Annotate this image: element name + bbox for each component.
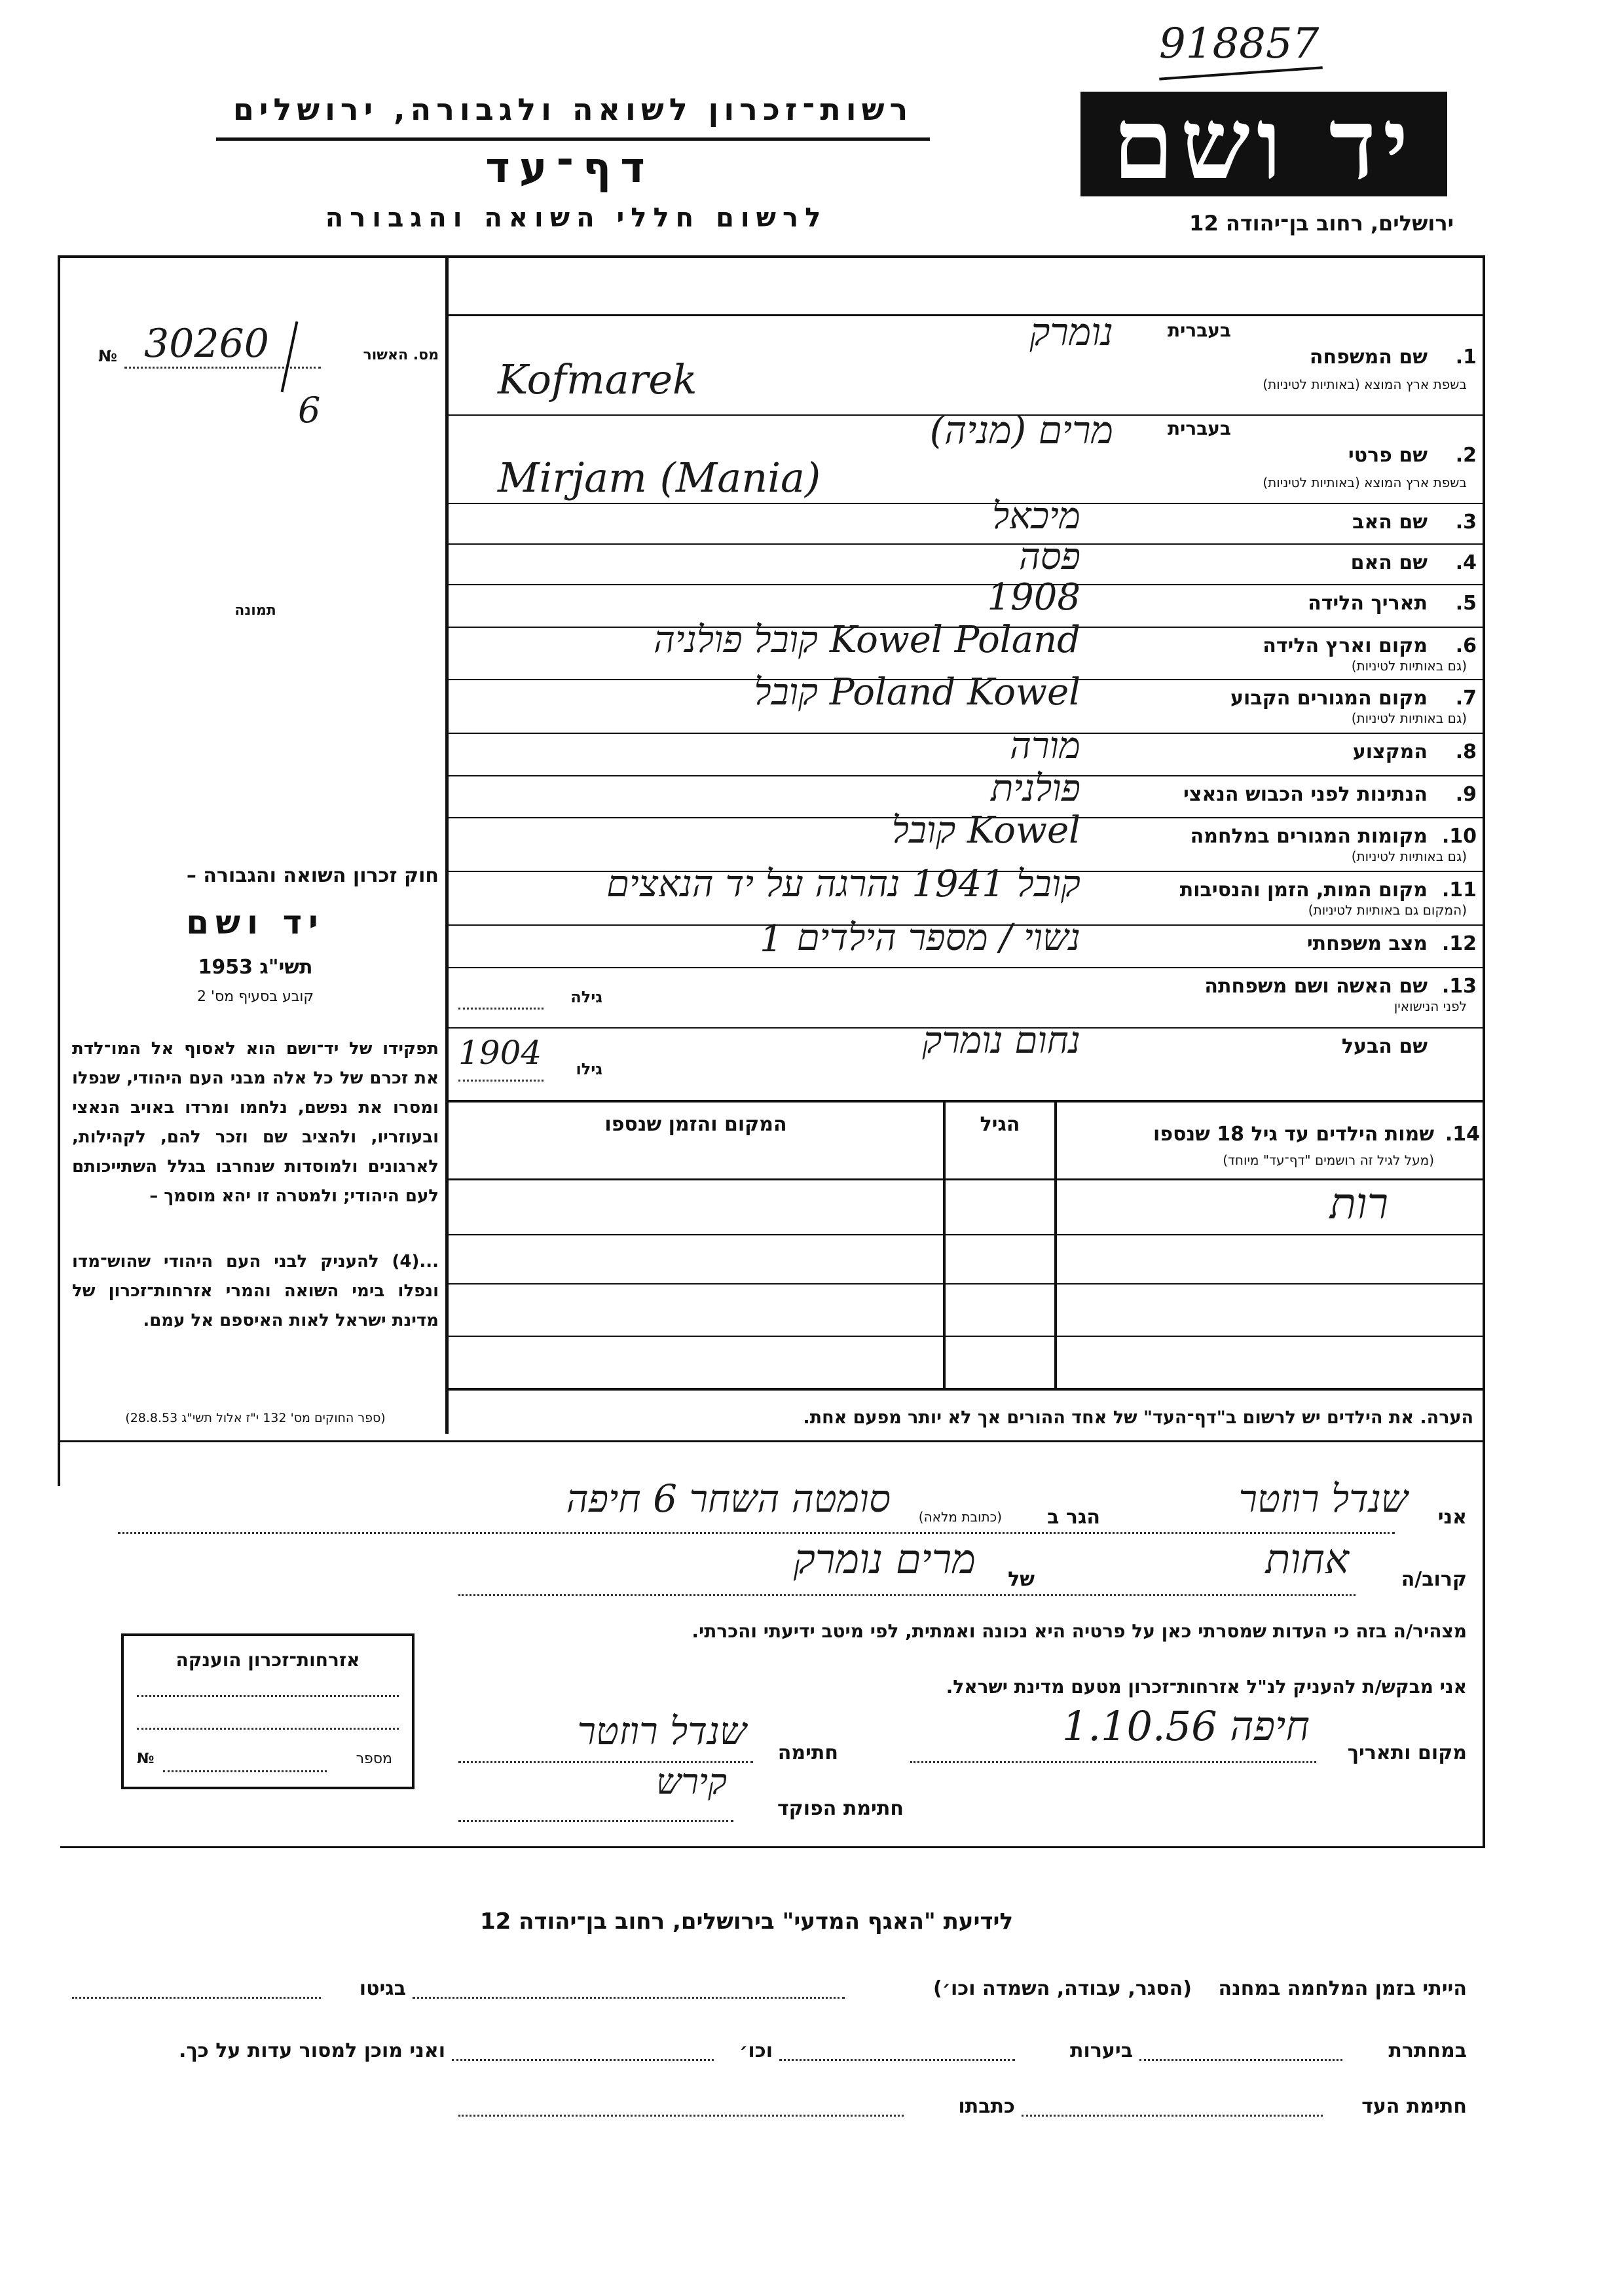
field-value-latin[interactable]: Kofmarek bbox=[498, 355, 697, 403]
children-header-age: הגיל bbox=[980, 1113, 1020, 1136]
field-number: 8. bbox=[1455, 740, 1477, 763]
field-children-count[interactable]: 1 bbox=[760, 918, 783, 960]
children-num: 14. bbox=[1445, 1123, 1480, 1146]
bottom-line3-b: כתבתו bbox=[958, 2095, 1015, 2118]
bottom-line2-c: וכו׳ bbox=[739, 2039, 773, 2062]
field-number: 13. bbox=[1441, 975, 1477, 998]
authority-name: רשות־זכרון לשואה ולגבורה, ירושלים bbox=[232, 92, 913, 127]
field-number: 4. bbox=[1455, 551, 1477, 574]
approval-number: 30260 bbox=[144, 321, 269, 367]
decl-place-date: חיפה 1.10.56 bbox=[1061, 1702, 1310, 1750]
field-value[interactable]: נומרק bbox=[1029, 310, 1113, 354]
bottom-line2-d: ואני מוכן למסור עדות על כך. bbox=[179, 2039, 445, 2062]
field-value[interactable]: נשוי / מספר הילדים bbox=[796, 917, 1080, 959]
field-note: בשפת ארץ המוצא (באותיות לטיניות) bbox=[1263, 475, 1467, 490]
bottom-title: לידיעת "האגף המדעי" בירושלים, רחוב בן־יהודה 12 bbox=[479, 1908, 1014, 1935]
field-number: 6. bbox=[1455, 634, 1477, 657]
field-lang-label: בעברית bbox=[1167, 319, 1231, 341]
field-value[interactable]: מרים (מניה) bbox=[929, 408, 1113, 452]
field-value-latin[interactable]: Mirjam (Mania) bbox=[498, 454, 821, 501]
yad-vashem-logo: יד ושם bbox=[1080, 92, 1447, 196]
field-label: שם המשפחה bbox=[1309, 346, 1428, 369]
children-header-note: (מעל לגיל זה רושמים "דף־עד" מיוחד) bbox=[1223, 1152, 1434, 1168]
field-label: תאריך הלידה bbox=[1308, 592, 1428, 615]
approval-label: מס. האשור bbox=[363, 347, 439, 363]
note: הערה. את הילדים יש לרשום ב"דף־העד" של אחד ההורים אך לא יותר מפעם אחת. bbox=[803, 1408, 1473, 1428]
field-number: 7. bbox=[1455, 687, 1477, 710]
field-value[interactable]: Poland Kowel קובל bbox=[754, 671, 1080, 714]
field-value[interactable]: 1908 bbox=[987, 576, 1080, 619]
form-title: דף־עד bbox=[485, 144, 654, 192]
field-label: שם האשה ושם משפחתה bbox=[1204, 975, 1428, 998]
decl-i: אני bbox=[1437, 1506, 1467, 1529]
archive-number: 918857 bbox=[1159, 20, 1320, 68]
field-value[interactable]: פולנית bbox=[991, 767, 1080, 810]
field-age-label: גילו bbox=[576, 1060, 602, 1078]
decl-officer-label: חתימת הפוקד bbox=[777, 1797, 904, 1820]
field-number: 11. bbox=[1441, 879, 1477, 902]
decl-officer: קירש bbox=[656, 1761, 727, 1802]
field-note: בשפת ארץ המוצא (באותיות לטיניות) bbox=[1263, 376, 1467, 392]
field-label: מקום המות, הזמן והנסיבות bbox=[1179, 879, 1428, 902]
field-value[interactable]: Kowel קובל bbox=[891, 809, 1080, 852]
decl-address-label: (כתובת מלאה) bbox=[918, 1509, 1002, 1525]
field-label: שם האם bbox=[1350, 551, 1428, 574]
bottom-line1-a: הייתי בזמן המלחמה במחנה bbox=[1218, 1977, 1467, 2000]
field-label: שם הבעל bbox=[1341, 1035, 1428, 1058]
field-note: לפני הנישואין bbox=[1393, 998, 1467, 1014]
decl-of-name: מרים נומרק bbox=[793, 1535, 976, 1583]
decl-residing: הגר ב bbox=[1047, 1506, 1100, 1529]
field-note: (המקום גם באותיות לטיניות) bbox=[1308, 902, 1467, 918]
field-value[interactable]: פסה bbox=[1018, 536, 1080, 578]
children-header-name: שמות הילדים עד גיל 18 שנספו bbox=[1153, 1123, 1434, 1146]
field-note: (גם באותיות לטיניות) bbox=[1351, 848, 1467, 864]
decl-of: של bbox=[1008, 1568, 1035, 1591]
children-header-place: המקום והזמן שנספו bbox=[604, 1113, 787, 1136]
decl-signature: שנדל רוזטר bbox=[577, 1709, 747, 1753]
decl-statement: מצהיר/ה בזה כי העדות שמסרתי כאן על פרטיה היא נכונה ואמתית, לפי מיטב ידיעתי והכרתי. bbox=[692, 1620, 1467, 1642]
decl-request: אני מבקש/ת להעניק לנ"ל אזרחות־זכרון מטעם מדינת ישראל. bbox=[946, 1676, 1467, 1698]
child-name-1: רות bbox=[1329, 1178, 1388, 1229]
field-label: שם האב bbox=[1352, 511, 1428, 534]
field-value[interactable]: קובל 1941 נהרגה על יד הנאצים bbox=[606, 863, 1080, 905]
bottom-line2-b: ביערות bbox=[1070, 2039, 1133, 2062]
field-value[interactable]: נחום נומרק bbox=[922, 1019, 1080, 1062]
decl-place-date-label: מקום ותאריך bbox=[1347, 1741, 1467, 1764]
field-value[interactable]: Kowel Poland קובל פולניה bbox=[654, 619, 1080, 661]
bottom-line3-a: חתימת העד bbox=[1361, 2095, 1467, 2118]
field-label: מקום המגורים הקבוע bbox=[1230, 687, 1428, 710]
field-number: 3. bbox=[1455, 511, 1477, 534]
bottom-line2-a: במחתרת bbox=[1388, 2039, 1467, 2062]
photo-label: תמונה bbox=[234, 602, 276, 619]
field-label: מקומות המגורים במלחמה bbox=[1190, 825, 1428, 848]
decl-signature-label: חתימה bbox=[777, 1741, 838, 1764]
form-subtitle: לרשום חללי השואה והגבורה bbox=[325, 203, 828, 233]
decl-relation: אחות bbox=[1265, 1535, 1349, 1583]
law-clause: קובע בסעיף מס' 2 bbox=[196, 989, 314, 1005]
field-number: 1. bbox=[1455, 346, 1477, 369]
decl-name: שנדל רוזטר bbox=[1238, 1476, 1408, 1521]
law-name: יד ושם bbox=[186, 903, 325, 941]
field-age[interactable]: 1904 bbox=[458, 1034, 542, 1072]
decl-address: סומטה השחר 6 חיפה bbox=[566, 1476, 891, 1521]
certificate-number-label: מספר bbox=[356, 1751, 392, 1767]
field-label: הנתינות לפני הכבוש הנאצי bbox=[1183, 783, 1428, 806]
field-number: 2. bbox=[1455, 444, 1477, 467]
approval-suffix: 6 bbox=[298, 390, 321, 431]
decl-relation-label: קרוב/ה bbox=[1401, 1568, 1467, 1591]
field-age-label: גילה bbox=[570, 988, 602, 1006]
field-value[interactable]: מורה bbox=[1010, 725, 1080, 767]
field-number: 5. bbox=[1455, 592, 1477, 615]
bottom-line1-b: (הסגר, עבודה, השמדה וכו׳) bbox=[932, 1977, 1192, 2000]
field-label: מצב משפחתי bbox=[1306, 932, 1428, 955]
law-citation: (ספר החוקים מס' 132 י"ז אלול תשי"ג 28.8.53) bbox=[125, 1411, 386, 1425]
field-label: מקום וארץ הלידה bbox=[1263, 634, 1428, 657]
header-address: ירושלים, רחוב בן־יהודה 12 bbox=[1189, 211, 1454, 236]
field-number: 10. bbox=[1441, 825, 1477, 848]
law-title: חוק זכרון השואה והגבורה – bbox=[186, 864, 439, 887]
field-note: (גם באותיות לטיניות) bbox=[1351, 658, 1467, 674]
field-label: שם פרטי bbox=[1348, 444, 1428, 467]
law-text-1: תפקידו של יד־ושם הוא לאסוף אל המו־לדת את זכרם של כל אלה מבני העם היהודי, שנפלו ומסרו את נפשם, נלחמו ומרדו באויב הנאצי ובעוזריו, ולהציב שם וזכר להם, לקהילות, לארגונים ולמוסדות שנחרבו בגלל השתייכותם לעם היהודי; ולמטרה זו יהא מוסמך – bbox=[72, 1039, 439, 1206]
bottom-line1-c: בגיטו bbox=[359, 1977, 406, 2000]
field-lang-label: בעברית bbox=[1167, 418, 1231, 439]
field-note: (גם באותיות לטיניות) bbox=[1351, 710, 1467, 726]
certificate-box bbox=[121, 1633, 415, 1789]
field-value[interactable]: מיכאל bbox=[991, 495, 1080, 538]
field-label: המקצוע bbox=[1352, 740, 1428, 763]
field-number: 9. bbox=[1455, 783, 1477, 806]
certificate-no: № bbox=[137, 1751, 155, 1767]
certificate-title: אזרחות־זכרון הוענקה bbox=[175, 1649, 360, 1671]
approval-no-label: № bbox=[98, 347, 117, 365]
field-number: 12. bbox=[1441, 932, 1477, 955]
law-year: תשי"ג 1953 bbox=[198, 956, 313, 979]
law-text-2: ...(4) להעניק לבני העם היהודי שהוש־מדו ונפלו בימי השואה והמרי אזרחות־זכרון של מדינת ישראל לאות האיספם אל עמם. bbox=[72, 1252, 439, 1330]
